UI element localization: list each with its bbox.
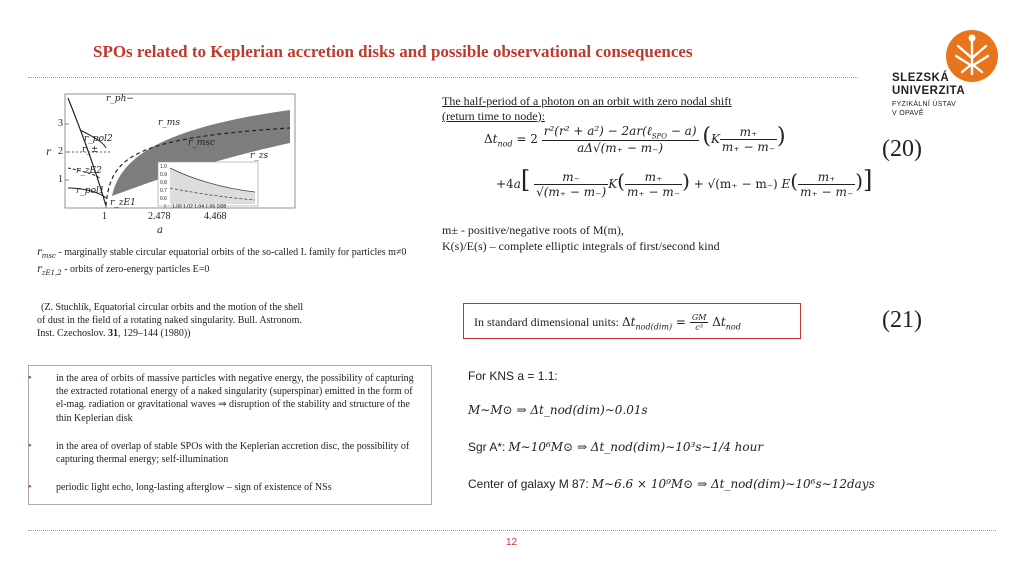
- eq20-intro-line1: The half-period of a photon on an orbit with zero nodal shift: [442, 94, 732, 108]
- bullet-dot-icon: •: [28, 373, 32, 384]
- example-sgr-a: [468, 440, 763, 455]
- eq20-elliptic-note: K(s)/E(s) – complete elliptic integrals of first/second kind: [442, 239, 720, 253]
- page-number: 12: [506, 537, 518, 548]
- slide-title: SPOs related to Keplerian accretion disks and possible observational consequences: [93, 42, 693, 61]
- bullet-item: [28, 481, 423, 494]
- curve-label: r_pol2: [84, 134, 113, 144]
- eq20-intro: [442, 94, 732, 124]
- caption-rze-text: - orbits of zero-energy particles E=0: [61, 264, 210, 275]
- bullet-dot-icon: •: [28, 441, 32, 452]
- title-divider: [28, 77, 858, 78]
- bullet-text: in the area of orbits of massive particles with negative energy, the possibility of capturing the extracted rotational energy of a naked singularity (superspinar) emitted in the form of el-mag. radiation or gravitational waves ⇒ disruption of the stability and structure of the thin Keplerian disk: [56, 373, 414, 424]
- curve-label: r_pol1: [76, 186, 105, 196]
- inset-y-tick: 1.0: [160, 164, 167, 170]
- reference: [37, 301, 427, 340]
- example-solar-mass: M∼M⊙ ⇒ Δt_nod(dim)∼0.01s: [468, 403, 648, 417]
- equation-21: In standard dimensional units: $\Delta t_{nod(dim)}$ = $\frac{GM}{\text{c³}}$ $\Delta t_{nod}$: [474, 313, 741, 332]
- curve-label: r_ph−: [106, 94, 134, 104]
- equation-20-line2: +4a[ $\frac{m_-}{√(m_+ - m_-)}$ K( $\frac{m_+}{m_+ - m_-}$ ) + √(m₊ − m₋) E( $\frac{m_+}{m_+ - m_-}$ )]: [496, 166, 873, 199]
- example-m87-value: M∼6.6 × 10⁹M⊙ ⇒ Δt_nod(dim)∼10⁶s∼12days: [591, 477, 875, 491]
- caption-rze-subscript: zE1,2: [41, 269, 62, 277]
- eq21-label: In standard dimensional units:: [474, 315, 619, 329]
- inset-y-ticks: [160, 163, 167, 203]
- caption-rze: [37, 263, 427, 280]
- inset-y-tick: 0.9: [160, 172, 167, 178]
- x-tick: 4.468: [204, 211, 227, 222]
- y-tick: 3: [58, 118, 63, 129]
- inset-y-tick: 0.6: [160, 196, 167, 202]
- x-tick: 1: [102, 211, 107, 222]
- inset-y-tick: 0.8: [160, 180, 167, 186]
- curve-label: r_msc: [188, 138, 215, 148]
- x-axis-label: a: [157, 225, 163, 236]
- example-sgr-a-label: Sgr A*:: [468, 440, 506, 454]
- caption-rze-symbol: r: [37, 264, 42, 275]
- y-tick: 2: [58, 146, 63, 157]
- logo-line1: SLEZSKÁ: [892, 72, 950, 84]
- reference-journal: Inst. Czechoslov.: [37, 328, 109, 339]
- bullet-text: periodic light echo, long-lasting afterglow – sign of existence of NSs: [56, 482, 332, 493]
- logo-line2: UNIVERZITA: [892, 85, 966, 97]
- inset-y-tick: 0.7: [160, 188, 167, 194]
- caption-rmsc-text: - marginally stable circular equatorial orbits of the so-called I. family for particles m≠0: [55, 247, 407, 258]
- curve-label: r_±: [82, 145, 99, 155]
- example-m87: [468, 477, 875, 492]
- equation-20-line1: $\Delta t_{nod} = 2$ $\frac{r^2(r^2 + a^2) - 2ar(\ell_{SPO} - a)}{a\Delta√(m_+ - m_-)}$ (K $\frac{m_+}{m_+ - m_-}$ ): [484, 124, 786, 156]
- bullet-dot-icon: •: [28, 482, 32, 493]
- equation-20-number: (20): [882, 136, 922, 162]
- reference-line1: (Z. Stuchlík, Equatorial circular orbits and the motion of the shell: [41, 302, 304, 313]
- inset-x-ticks: 1.00 1.02 1.04 1.06 1.08: [172, 204, 227, 210]
- reference-pages: , 129–144 (1980)): [118, 328, 191, 339]
- bullet-item: [28, 440, 423, 466]
- example-sgr-a-value: M∼10⁶M⊙ ⇒ Δt_nod(dim)∼10³s∼1/4 hour: [508, 440, 764, 454]
- logo-text: [892, 72, 965, 118]
- bullet-item: [28, 372, 423, 425]
- eq20-roots-note: m± - positive/negative roots of M(m),: [442, 223, 624, 237]
- footer-divider: [28, 530, 996, 531]
- eq20-notes: [442, 222, 720, 254]
- equation-21-number: (21): [882, 307, 922, 333]
- y-tick: 1: [58, 174, 63, 185]
- logo-line4: V OPAVĚ: [892, 110, 924, 117]
- caption-rmsc: [37, 246, 427, 263]
- curve-label: r_zs: [250, 151, 269, 161]
- caption-rmsc-subscript: msc: [41, 252, 56, 260]
- x-tick: 2.478: [148, 211, 171, 222]
- y-axis-label: r: [46, 147, 51, 158]
- eq20-intro-line2: (return time to node):: [442, 109, 545, 123]
- curve-label: r_ms: [158, 118, 180, 128]
- reference-line3: [37, 327, 427, 340]
- examples-heading: For KNS a = 1.1:: [468, 369, 558, 383]
- bullet-text: in the area of overlap of stable SPOs with the Keplerian accretion disc, the possibility of capturing thermal energy; self-illumination: [56, 441, 410, 466]
- curve-label: r_zE2: [76, 166, 102, 176]
- logo-line3: FYZIKÁLNÍ ÚSTAV: [892, 101, 957, 108]
- figure-caption: [37, 246, 427, 280]
- curve-label: r_zE1: [110, 198, 136, 208]
- example-m87-label: Center of galaxy M 87:: [468, 477, 589, 491]
- reference-volume: 31: [108, 328, 119, 339]
- orbit-diagram: [40, 88, 300, 238]
- caption-rmsc-symbol: r: [37, 247, 42, 258]
- reference-line2: of dust in the field of a rotating naked singularity. Bull. Astronom.: [37, 315, 302, 326]
